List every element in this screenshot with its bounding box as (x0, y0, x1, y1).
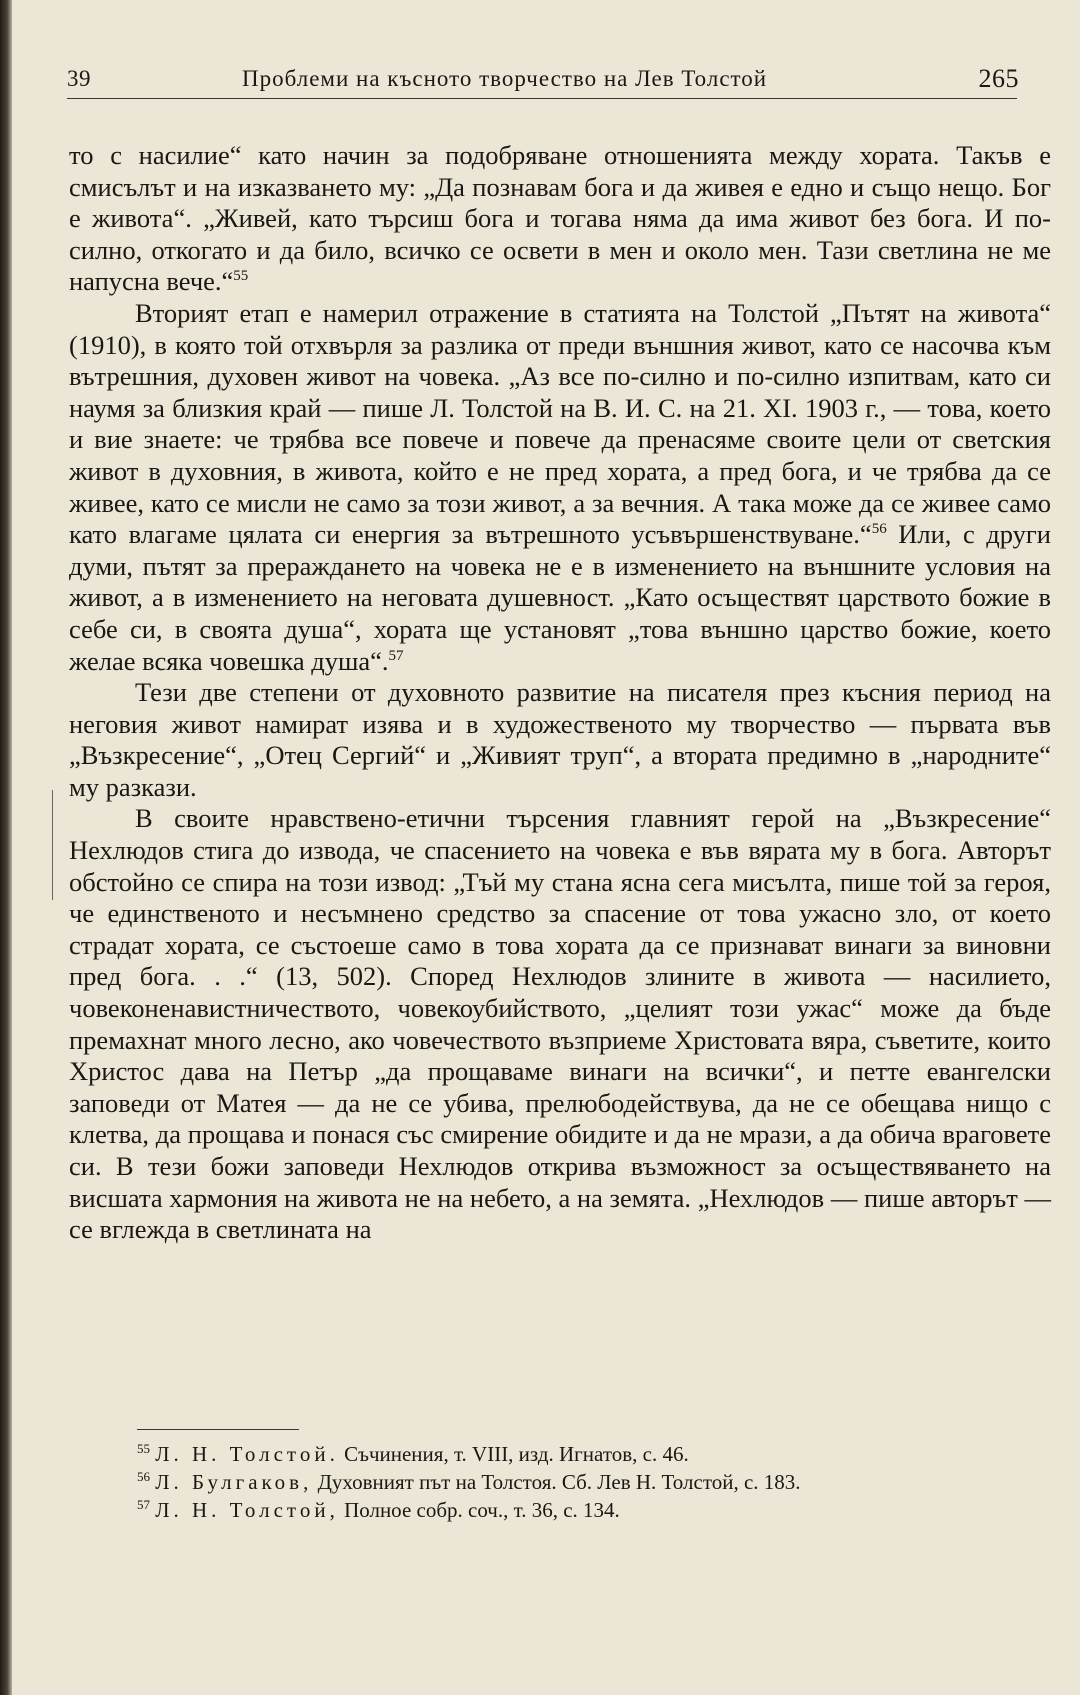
footnote-number: 55 (137, 1441, 150, 1456)
paragraph-2 (69, 298, 1051, 677)
paragraph-1 (69, 140, 1051, 298)
paragraph-3: Тези две степени от духовното развитие на писателя през късния период на неговия живот намират изява и в художественото му творчество — първата във „Възкресение“, „Отец Сергий“ и „Живият труп“, а втората предимно в „народните“ му разкази. (69, 677, 1051, 802)
footnote-ref-55: 55 (233, 268, 249, 285)
footnote-number: 56 (137, 1469, 150, 1484)
page-header (67, 66, 1047, 100)
running-title: Проблеми на късното творчество на Лев Толстой (242, 66, 768, 91)
footnote-55 (137, 1440, 1037, 1468)
footnote-ref-56: 56 (871, 521, 887, 538)
footnote-number: 57 (137, 1497, 150, 1512)
footnote-text: Полное собр. соч., т. 36, с. 134. (344, 1498, 620, 1522)
body-text (69, 140, 1051, 1246)
header-rule (67, 98, 1017, 99)
footnote-text: Духовният път на Толстоя. Сб. Лев Н. Толстой, с. 183. (317, 1470, 801, 1494)
paragraph-2-text-b: Или, с други думи, пътят за преражданeто на човека не е в изменението на външните условия на живот, а в изменението на неговата душевност. „Като осъществят царството божие в себе си, в своята душа“, хората ще установят „това външно царство божие, което желае всяка човешка душа“. (69, 519, 1051, 676)
footnote-author: Л. Н. Толстой. (155, 1442, 339, 1466)
footnote-text: Съчинения, т. VIII, изд. Игнатов, с. 46. (344, 1442, 689, 1466)
footnotes (137, 1440, 1037, 1524)
footnote-author: Л. Булгаков, (155, 1470, 313, 1494)
footnote-56 (137, 1468, 1037, 1496)
paragraph-2-text-a: Вторият етап е намерил отражение в статията на Толстой „Пътят на живота“ (1910), в която той отхвърля за разлика от преди външния живот, като се насочва към вътрешния, духовен живот на човека. „Аз все по-силно и по-силно изпитвам, като си наумя за близкия край — пише Л. Толстой на В. И. С. на 21. XI. 1903 г., — това, което и вие знаете: че трябва все повече и повече да пренасяме своите цели от светския живот в духовния, в живота, който е не пред хората, а пред бога, и че трябва да се живее, като се мисли не само за този живот, а за вечния. А така може да се живее само като влагаме цялата си енергия за вътрешното усъвършенствуване.“ (69, 297, 1051, 550)
footnote-57 (137, 1496, 1037, 1524)
book-binding-edge (0, 0, 12, 1695)
book-page (12, 0, 1080, 1695)
left-page-number: 39 (67, 66, 91, 91)
footnote-rule (137, 1429, 299, 1430)
right-page-number: 265 (978, 64, 1019, 93)
paragraph-4: В своите нравствено-етични търсения главният герой на „Възкресение“ Нехлюдов стига до извода, че спасението на човека е във вярата му в бога. Авторът обстойно се спира на този извод: „Тъй му стана ясна сега мисълта, пише той за героя, че единственото и несъмнено средство за спасение от това ужасно зло, от което страдат хората, се състоеше само в това хората да се признават винаги за виновни пред бога. . .“ (13, 502). Според Нехлюдов злините в живота — насилието, човеконенавистничеството, човекоубийството, „целият този ужас“ може да бъде премахнат много лесно, ако човечеството възприеме Христовата вяра, съветите, които Христос дава на Петър „да прощаваме винаги на всички“, и петте евангелски заповеди от Матея — да не се убива, прелюбодействува, да не се обещава нищо с клетва, да прощава и понася със смирение обидите и да не мрази, а да обича враговете си. В тези божи заповеди Нехлюдов открива възможност за осъществяването на висшата хармония на живота не на небето, а на земята. „Нехлюдов — пише авторът — се вглежда в светлината на (69, 803, 1051, 1245)
footnote-ref-57: 57 (388, 647, 404, 664)
footnote-author: Л. Н. Толстой, (155, 1498, 339, 1522)
paragraph-1-text: то с насилие“ като начин за подобряване отношенията между хората. Такъв е смисълът и на изказването му: „Да познавам бога и да живея е едно и също нещо. Бог е живота“. „Живей, като търсиш бога и тогава няма да има живот без бога. И по-силно, откогато и да било, всичко се освети в мен и около мен. Тази светлина не ме напусна вече.“ (69, 140, 1051, 297)
